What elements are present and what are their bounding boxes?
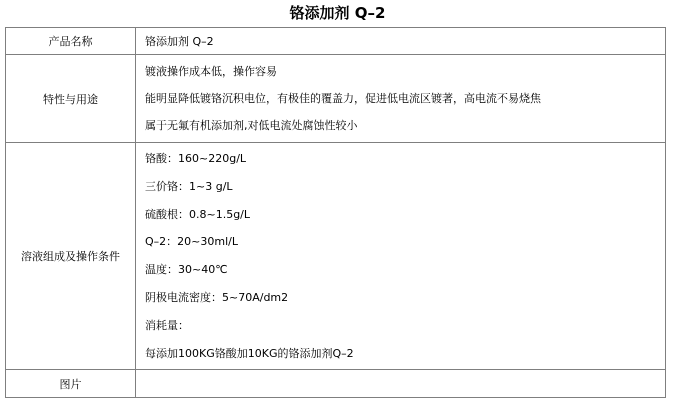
image-label: 图片 <box>6 370 136 398</box>
table-row-features <box>6 55 666 143</box>
product-spec-table <box>5 27 666 398</box>
composition-line: 三价铬：1~3 g/L <box>145 179 233 193</box>
composition-label: 溶液组成及操作条件 <box>6 143 136 370</box>
table-row-composition <box>6 143 666 370</box>
features-line: 能明显降低镀铬沉积电位，有极佳的覆盖力，促进低电流区镀著，高电流不易烧焦 <box>145 92 541 105</box>
composition-line: 每添加100KG铬酸加10KG的铬添加剂Q–2 <box>145 346 354 360</box>
features-value <box>136 55 666 143</box>
features-label: 特性与用途 <box>6 55 136 143</box>
composition-line: 阴极电流密度：5~70A/dm2 <box>145 290 289 304</box>
features-line: 镀液操作成本低，操作容易 <box>145 65 277 78</box>
product-name-value: 铬添加剂 Q–2 <box>136 28 666 55</box>
features-line: 属于无氟有机添加剂,对低电流处腐蚀性较小 <box>145 119 358 132</box>
composition-line: 铬酸：160~220g/L <box>145 152 247 165</box>
composition-line: Q–2：20~30ml/L <box>145 235 238 249</box>
image-value <box>136 370 666 398</box>
table-row-image <box>6 370 666 398</box>
composition-line: 硫酸根：0.8~1.5g/L <box>145 207 251 221</box>
composition-line: 消耗量： <box>145 318 189 332</box>
product-name-label: 产品名称 <box>6 28 136 55</box>
document-title: 铬添加剂 Q–2 <box>289 4 386 22</box>
composition-line: 温度：30~40℃ <box>145 263 228 277</box>
table-row-product-name <box>6 28 666 55</box>
composition-value <box>136 143 666 370</box>
